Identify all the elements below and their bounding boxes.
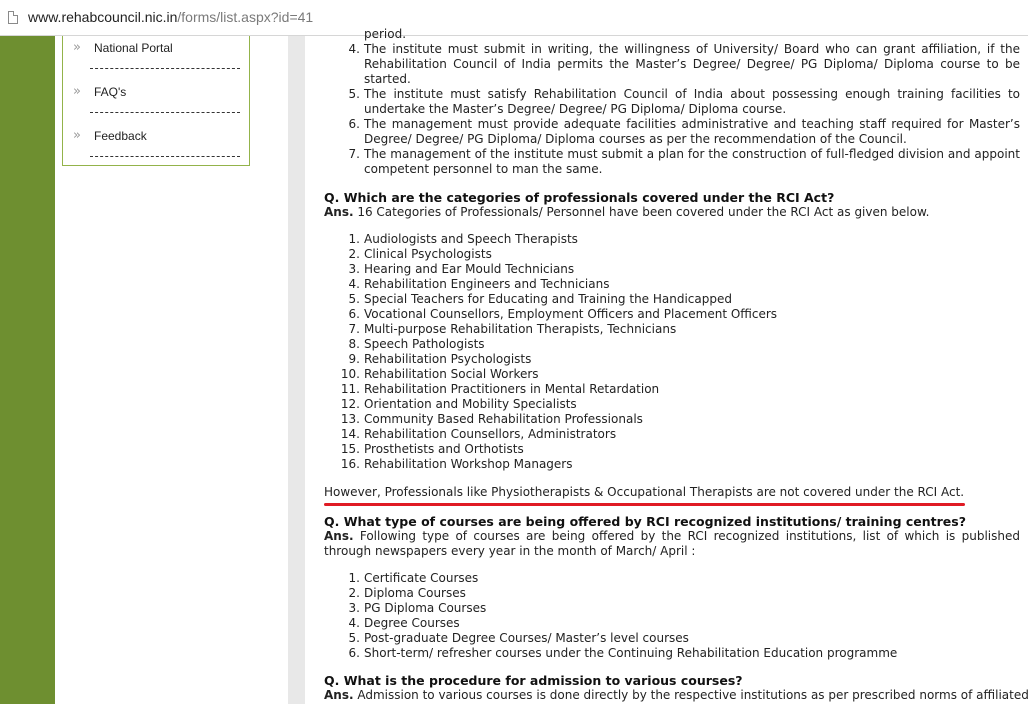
- divider: [90, 68, 240, 69]
- url-host: www.rehabcouncil.nic.in: [28, 9, 178, 25]
- list-item: 4. Rehabilitation Engineers and Technicians: [348, 277, 610, 291]
- list-item: 9. Rehabilitation Psychologists: [348, 352, 532, 366]
- list-item: 13. Community Based Rehabilitation Professionals: [340, 412, 643, 426]
- list-item: 10. Rehabilitation Social Workers: [340, 367, 539, 381]
- list-item: 8. Speech Pathologists: [348, 337, 485, 351]
- list-item: 5. The institute must satisfy Rehabilitation Council of India about possessing enough training facilities to undertake the Master’s Degree/ Degree/ PG Diploma/ Diploma course.: [348, 87, 1020, 116]
- red-annotation-underline: [324, 503, 965, 506]
- question-heading: Q. What type of courses are being offered by RCI recognized institutions/ training centres?: [324, 514, 966, 529]
- requirements-list: [324, 27, 1020, 177]
- sidebar-item-faqs[interactable]: [63, 82, 249, 126]
- list-item: 11. Rehabilitation Practitioners in Mental Retardation: [340, 382, 660, 396]
- question-heading: Q. What is the procedure for admission to various courses?: [324, 673, 743, 688]
- double-chevron-right-icon: »: [73, 128, 81, 143]
- list-item: 16. Rehabilitation Workshop Managers: [340, 457, 573, 471]
- answer-label: Ans.: [324, 529, 354, 543]
- list-item: 6. Short-term/ refresher courses under the Continuing Rehabilitation Education programme: [348, 646, 898, 660]
- answer-label: Ans.: [324, 688, 354, 702]
- list-item: 7. Multi-purpose Rehabilitation Therapists, Technicians: [348, 322, 677, 336]
- highlighted-note: However, Professionals like Physiotherapists & Occupational Therapists are not covered under the RCI Act.: [324, 485, 965, 499]
- list-item: 5. Post-graduate Degree Courses/ Master’s level courses: [348, 631, 689, 645]
- url-text[interactable]: [28, 9, 313, 25]
- sidebar-item-label: National Portal: [94, 41, 173, 55]
- list-item: period.: [364, 27, 407, 41]
- answer-text: Ans. Admission to various courses is done directly by the respective institutions as per prescribed norms of affiliated: [324, 688, 1029, 702]
- answer-text: Ans. Following type of courses are being offered by the RCI recognized institutions, list of which is published through newspapers every year in the month of March/ April :: [324, 529, 1020, 558]
- divider: [90, 112, 240, 113]
- list-item: 12. Orientation and Mobility Specialists: [340, 397, 577, 411]
- double-chevron-right-icon: »: [73, 40, 81, 55]
- list-item: 2. Clinical Psychologists: [348, 247, 492, 261]
- url-path: /forms/list.aspx?id=41: [177, 9, 314, 25]
- list-item: 6. Vocational Counsellors, Employment Officers and Placement Officers: [348, 307, 778, 321]
- sidebar-item-label: Feedback: [94, 129, 147, 143]
- list-item: 5. Special Teachers for Educating and Training the Handicapped: [348, 292, 732, 306]
- list-item: 14. Rehabilitation Counsellors, Administrators: [340, 427, 617, 441]
- list-item: 2. Diploma Courses: [348, 586, 466, 600]
- page-icon: [8, 11, 18, 24]
- list-item: 4. Degree Courses: [348, 616, 460, 630]
- professional-categories-list: [324, 232, 1020, 472]
- sidebar-item-national-portal[interactable]: [63, 38, 249, 82]
- sidebar-nav: [62, 36, 250, 166]
- divider: [90, 156, 240, 157]
- left-green-band: [0, 36, 55, 704]
- question-heading: Q. Which are the categories of professionals covered under the RCI Act?: [324, 190, 835, 205]
- answer-text: Ans. 16 Categories of Professionals/ Personnel have been covered under the RCI Act as given below.: [324, 205, 930, 219]
- double-chevron-right-icon: »: [73, 84, 81, 99]
- list-item: 6. The management must provide adequate facilities administrative and teaching staff required for Master’s Degree/ Degree/ PG Diploma/ Diploma courses as per the recommendation of the Council.: [348, 117, 1020, 146]
- main-content: [324, 27, 1029, 704]
- list-item: 3. Hearing and Ear Mould Technicians: [348, 262, 575, 276]
- list-item: 1. Certificate Courses: [348, 571, 479, 585]
- sidebar-item-feedback[interactable]: [63, 126, 249, 170]
- course-types-list: [324, 571, 1020, 661]
- list-item: 7. The management of the institute must submit a plan for the construction of full-fledged division and appoint competent personnel to man the same.: [348, 147, 1020, 176]
- answer-label: Ans.: [324, 205, 354, 219]
- list-item: 4. The institute must submit in writing, the willingness of University/ Board who can grant affiliation, if the Rehabilitation Council of India permits the Master’s Degree/ Degree/ PG Diploma/ Diploma course to be started.: [348, 42, 1020, 86]
- list-item: 15. Prosthetists and Orthotists: [340, 442, 524, 456]
- list-item: 1. Audiologists and Speech Therapists: [348, 232, 578, 246]
- sidebar-item-label: FAQ's: [94, 85, 127, 99]
- list-item: 3. PG Diploma Courses: [348, 601, 487, 615]
- content-gutter: [288, 36, 305, 704]
